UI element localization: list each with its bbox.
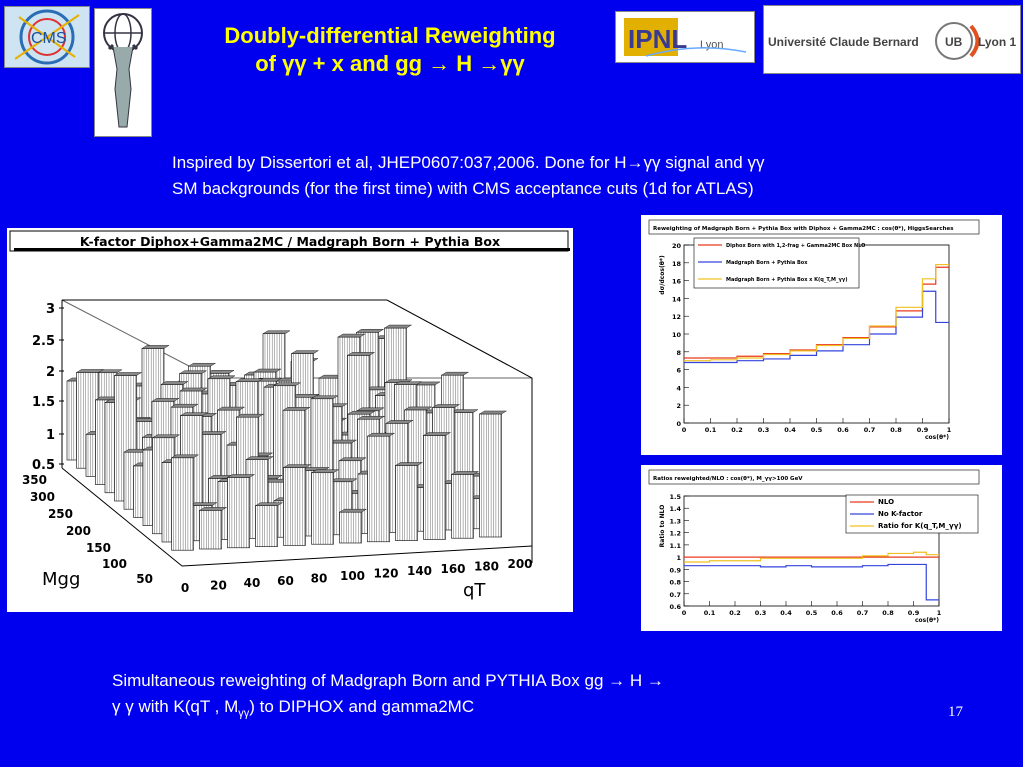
costheta-distribution-chart bbox=[641, 215, 1002, 455]
y-tick-label: 0 bbox=[676, 420, 681, 428]
lego-bar-top bbox=[330, 440, 357, 443]
x-tick-label: 1 bbox=[946, 426, 952, 434]
x-tick-label: 0.5 bbox=[805, 609, 818, 617]
z-tick-label: 1 bbox=[45, 428, 55, 443]
atlas-figure-logo bbox=[94, 8, 152, 137]
y-tick-label: 2 bbox=[676, 402, 681, 411]
x-tick-label: 0.7 bbox=[863, 426, 876, 434]
y-tick-label: 0.9 bbox=[669, 566, 681, 575]
ipnl-logo bbox=[615, 11, 755, 63]
qt-tick-label: 160 bbox=[440, 561, 466, 576]
mgg-tick-label: 150 bbox=[85, 541, 111, 555]
x-tick-label: 0.6 bbox=[837, 426, 849, 434]
ucbl-logo-mark: UB bbox=[945, 35, 963, 49]
z-tick-label: 2.5 bbox=[31, 334, 55, 349]
y-tick-label: 0.7 bbox=[669, 590, 681, 599]
x-tick-label: 0.4 bbox=[780, 609, 792, 617]
lego-bar-top bbox=[433, 404, 460, 407]
x-tick-label: 0.6 bbox=[831, 609, 843, 617]
x-tick-label: 0.9 bbox=[916, 426, 929, 434]
y-tick-label: 1.3 bbox=[669, 517, 681, 526]
y-tick-label: 12 bbox=[671, 313, 681, 322]
lego-bar-top bbox=[181, 413, 208, 416]
kfactor-lego-plot bbox=[7, 228, 573, 612]
lego-bar-top bbox=[385, 325, 412, 328]
y-tick-label: 18 bbox=[671, 259, 681, 268]
lego-bar-top bbox=[292, 351, 319, 354]
x-tick-label: 0.5 bbox=[810, 426, 823, 434]
lego-bar-top bbox=[330, 479, 357, 482]
lego-bar-top bbox=[161, 382, 188, 385]
mgg-tick-label: 250 bbox=[47, 507, 73, 521]
ucbl-logo-text-right: Lyon 1 bbox=[978, 35, 1017, 49]
lego-bar-top bbox=[246, 457, 273, 460]
x-tick-label: 0 bbox=[681, 609, 687, 617]
z-tick-label: 0.5 bbox=[31, 458, 55, 473]
lego-bar-top bbox=[358, 416, 385, 419]
lego-bar-top bbox=[357, 329, 384, 332]
legend-entry: No K-factor bbox=[878, 510, 923, 518]
legend-entry: Diphox Born with 1,2-frag + Gamma2MC Box NLO bbox=[726, 243, 866, 249]
legend-entry: Ratio for K(q_T,M_γγ) bbox=[878, 522, 962, 530]
lego-bar-top bbox=[237, 414, 264, 417]
x-tick-label: 0.4 bbox=[784, 426, 796, 434]
lego-bar-top bbox=[348, 352, 375, 355]
lego-bar-top bbox=[254, 369, 281, 372]
x-tick-label: 0.9 bbox=[907, 609, 920, 617]
y-axis-title: dσ/dcos(θ*) bbox=[659, 255, 666, 295]
qt-tick-label: 100 bbox=[339, 569, 366, 583]
lego-bar-top bbox=[274, 383, 301, 386]
y-tick-label: 6 bbox=[676, 366, 681, 375]
caption-line1: Simultaneous reweighting of Madgraph Born and PYTHIA Box gg → H → bbox=[112, 671, 664, 690]
lego-bar-top bbox=[451, 410, 478, 413]
x-tick-label: 1 bbox=[936, 609, 942, 617]
lego-bar-top bbox=[142, 345, 169, 348]
qt-tick-label: 0 bbox=[180, 581, 190, 595]
caption-text bbox=[112, 668, 664, 726]
qt-tick-label: 140 bbox=[406, 564, 433, 579]
lego-bar-top bbox=[171, 404, 198, 407]
qt-tick-label: 80 bbox=[310, 571, 328, 586]
intro-text bbox=[172, 150, 764, 202]
lego-bar-top bbox=[452, 471, 479, 474]
y-tick-label: 0.8 bbox=[669, 578, 681, 587]
lego-bar-top bbox=[405, 407, 432, 410]
lego-bar-top bbox=[152, 398, 179, 401]
x-tick-label: 0.3 bbox=[757, 426, 770, 434]
lego-bar-top bbox=[153, 435, 180, 438]
x-tick-label: 0.7 bbox=[856, 609, 869, 617]
lego-bar-top bbox=[236, 379, 263, 382]
lego-bar-top bbox=[311, 396, 338, 399]
lego-bar-top bbox=[180, 388, 207, 391]
ipnl-logo-subtext: Lyon bbox=[700, 39, 724, 51]
lego-bar-top bbox=[357, 408, 384, 411]
qt-tick-label: 120 bbox=[373, 566, 399, 581]
legend-entry: Madgraph Born + Pythia Box bbox=[726, 260, 808, 266]
lego-bar-top bbox=[283, 407, 310, 410]
x-tick-label: 0.2 bbox=[731, 426, 743, 434]
y-tick-label: 20 bbox=[671, 242, 681, 250]
y-tick-label: 10 bbox=[671, 331, 681, 339]
mgg-axis-label: Mgg bbox=[42, 569, 81, 590]
y-tick-label: 1.1 bbox=[669, 541, 681, 550]
mgg-tick-label: 350 bbox=[21, 473, 47, 487]
x-axis-title: cos(θ*) bbox=[915, 617, 939, 624]
intro-line2: SM backgrounds (for the first time) with CMS acceptance cuts (1d for ATLAS) bbox=[172, 179, 754, 198]
chart-title: Reweighting of Madgraph Born + Pythia Box with Diphox + Gamma2MC : cos(θ*), HiggsSearches bbox=[653, 226, 954, 232]
lego-bar-top bbox=[218, 407, 245, 410]
lego-bar-top bbox=[386, 420, 413, 423]
lego-bar-top bbox=[199, 431, 226, 434]
lego-title: K-factor Diphox+Gamma2MC / Madgraph Born + Pythia Box bbox=[79, 234, 501, 249]
qt-tick-label: 20 bbox=[210, 578, 227, 593]
lego-bar-top bbox=[348, 411, 375, 414]
ucbl-logo-text-left: Université Claude Bernard bbox=[768, 35, 919, 49]
lego-bar-top bbox=[396, 462, 423, 465]
caption-line2 bbox=[112, 694, 664, 726]
legend-entry: NLO bbox=[878, 498, 895, 506]
cms-logo-text: CMS bbox=[31, 30, 67, 47]
legend-entry: Madgraph Born + Pythia Box x K(q_T,M_γγ) bbox=[726, 277, 848, 283]
y-tick-label: 0.6 bbox=[669, 603, 681, 611]
lego-bar-top bbox=[312, 470, 339, 473]
lego-bar-top bbox=[172, 455, 199, 458]
y-axis-title: Ratio to NLO bbox=[659, 504, 666, 548]
y-tick-label: 1 bbox=[676, 554, 681, 563]
x-tick-label: 0 bbox=[681, 426, 687, 434]
mgg-tick-label: 100 bbox=[101, 557, 127, 571]
z-tick-label: 3 bbox=[45, 302, 55, 317]
x-tick-label: 0.1 bbox=[703, 609, 716, 617]
lego-bar-top bbox=[339, 458, 366, 461]
x-tick-label: 0.2 bbox=[729, 609, 741, 617]
lego-bar-top bbox=[208, 376, 235, 379]
slide-title bbox=[150, 22, 630, 78]
y-tick-label: 16 bbox=[671, 277, 681, 286]
lego-bar-top bbox=[284, 465, 311, 468]
y-tick-label: 14 bbox=[671, 295, 681, 304]
x-axis-title: cos(θ*) bbox=[925, 434, 949, 441]
lego-bar-top bbox=[480, 411, 507, 414]
mgg-tick-label: 200 bbox=[65, 524, 91, 538]
x-tick-label: 0.1 bbox=[704, 426, 717, 434]
caption-line2-suffix: ) to DIPHOX and gamma2MC bbox=[249, 697, 475, 716]
caption-line2-subscript: γγ bbox=[238, 707, 250, 720]
slide-title-line2: of γγ + x and gg → H →γγ bbox=[255, 51, 525, 76]
lego-bar-top bbox=[207, 370, 234, 373]
qt-axis-label: qT bbox=[463, 580, 486, 601]
qt-tick-label: 200 bbox=[507, 557, 533, 571]
x-tick-label: 0.8 bbox=[890, 426, 902, 434]
y-tick-label: 4 bbox=[676, 384, 681, 393]
lego-bar-top bbox=[189, 363, 216, 366]
z-tick-label: 2 bbox=[45, 365, 55, 380]
lego-bar-top bbox=[395, 382, 422, 385]
lego-bar-top bbox=[340, 509, 367, 512]
y-tick-label: 8 bbox=[676, 348, 681, 357]
qt-tick-label: 40 bbox=[243, 576, 261, 591]
lego-bar-top bbox=[115, 372, 142, 375]
x-tick-label: 0.3 bbox=[754, 609, 767, 617]
lego-bar-top bbox=[263, 331, 290, 334]
cms-logo bbox=[4, 6, 90, 68]
mgg-tick-label: 50 bbox=[136, 572, 153, 586]
caption-line2-prefix: γ γ with K(qT , M bbox=[112, 697, 239, 716]
lego-bar-top bbox=[442, 372, 469, 375]
y-tick-label: 1.2 bbox=[669, 529, 681, 538]
lego-bar-top bbox=[368, 433, 395, 436]
chart-title: Ratios reweighted/NLO : cos(θ*), M_γγ>100 GeV bbox=[653, 476, 803, 482]
y-tick-label: 1.4 bbox=[669, 505, 681, 514]
ucbl-logo bbox=[763, 5, 1021, 74]
costheta-ratio-chart bbox=[641, 465, 1002, 631]
mgg-tick-label: 300 bbox=[29, 490, 55, 504]
page-number: 17 bbox=[948, 704, 963, 720]
lego-bar-top bbox=[180, 371, 207, 374]
lego-bar-top bbox=[77, 369, 104, 372]
z-tick-label: 1.5 bbox=[31, 395, 55, 410]
ipnl-logo-text: IPNL bbox=[628, 24, 688, 54]
qt-tick-label: 60 bbox=[277, 573, 294, 588]
lego-bar-top bbox=[256, 503, 283, 506]
lego-bar-top bbox=[338, 334, 365, 337]
intro-line1: Inspired by Dissertori et al, JHEP0607:037,2006. Done for H→γγ signal and γγ bbox=[172, 153, 765, 172]
x-tick-label: 0.8 bbox=[882, 609, 894, 617]
slide-title-line1: Doubly-differential Reweighting bbox=[224, 23, 556, 48]
lego-bar-top bbox=[424, 433, 451, 436]
qt-tick-label: 180 bbox=[473, 559, 500, 574]
y-tick-label: 1.5 bbox=[669, 493, 681, 501]
lego-bar-top bbox=[190, 503, 217, 506]
lego-bar-top bbox=[200, 507, 227, 510]
lego-bar-top bbox=[228, 474, 255, 477]
